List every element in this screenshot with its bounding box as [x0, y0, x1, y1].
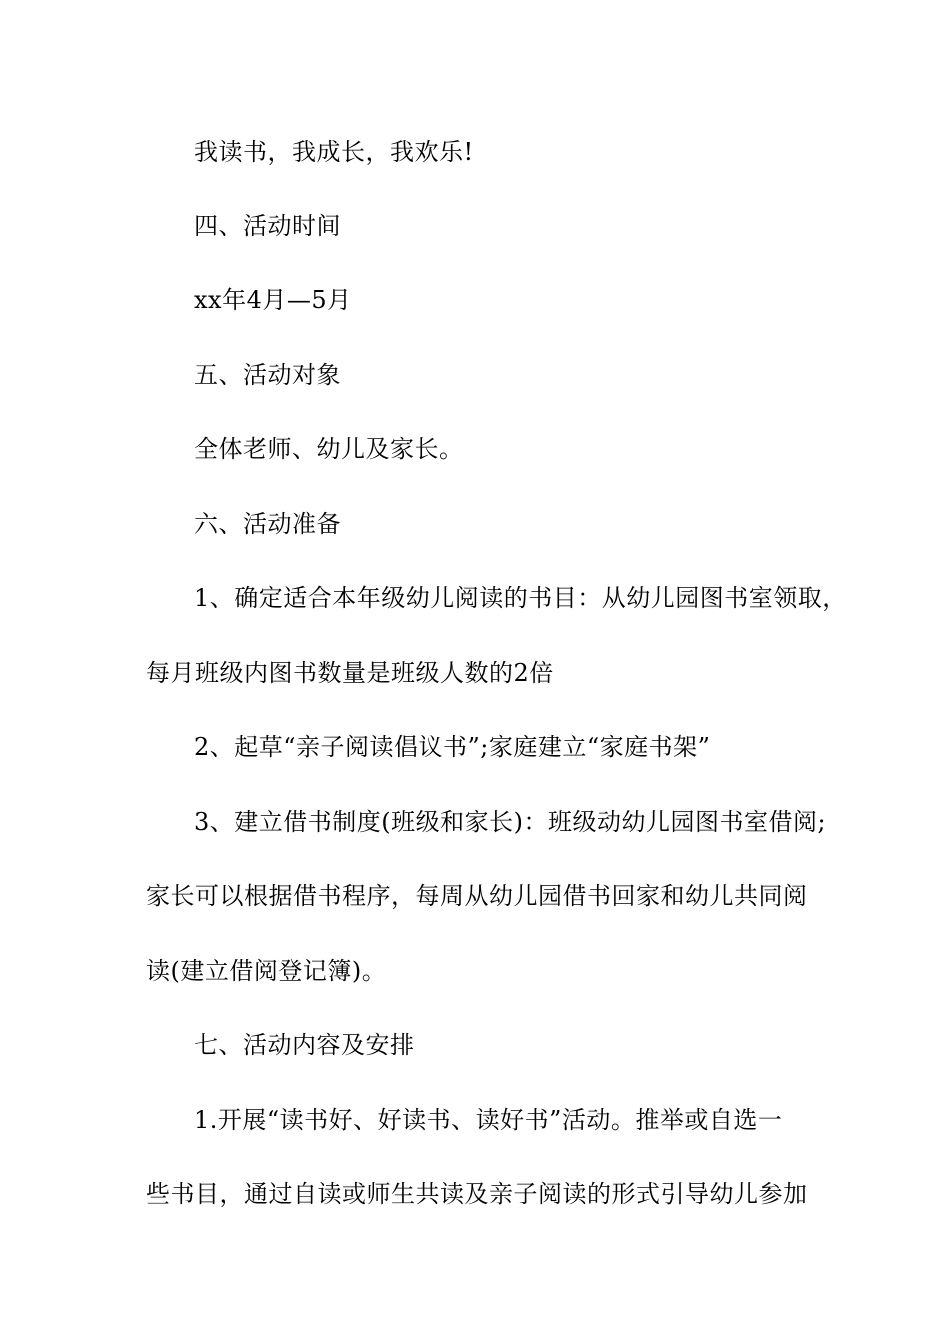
paragraph-content-item-1: 1.开展“读书好、好读书、读好书”活动。推举或自选一 — [194, 1106, 783, 1134]
paragraph-prep-item-2: 2、起草“亲子阅读倡议书”;家庭建立“家庭书架” — [194, 733, 711, 761]
paragraph-activity-time: xx年4月—5月 — [194, 286, 352, 314]
paragraph-slogan: 我读书，我成长，我欢乐! — [194, 138, 474, 166]
heading-activity-time: 四、活动时间 — [194, 212, 341, 240]
heading-activity-target: 五、活动对象 — [194, 361, 341, 389]
heading-activity-preparation: 六、活动准备 — [194, 510, 341, 538]
paragraph-content-item-1-cont: 些书目，通过自读或师生共读及亲子阅读的形式引导幼儿参加 — [146, 1180, 808, 1208]
paragraph-prep-item-3-cont: 家长可以根据借书程序，每周从幼儿园借书回家和幼儿共同阅 — [146, 882, 808, 910]
paragraph-activity-target: 全体老师、幼儿及家长。 — [194, 435, 464, 463]
paragraph-prep-item-1: 1、确定适合本年级幼儿阅读的书目：从幼儿园图书室领取， — [194, 584, 847, 612]
heading-activity-content: 七、活动内容及安排 — [194, 1031, 415, 1059]
paragraph-prep-item-3: 3、建立借书制度(班级和家长)：班级动幼儿园图书室借阅; — [194, 808, 827, 836]
paragraph-prep-item-1-cont: 每月班级内图书数量是班级人数的2倍 — [146, 659, 554, 687]
paragraph-prep-item-3-end: 读(建立借阅登记簿)。 — [146, 957, 387, 985]
